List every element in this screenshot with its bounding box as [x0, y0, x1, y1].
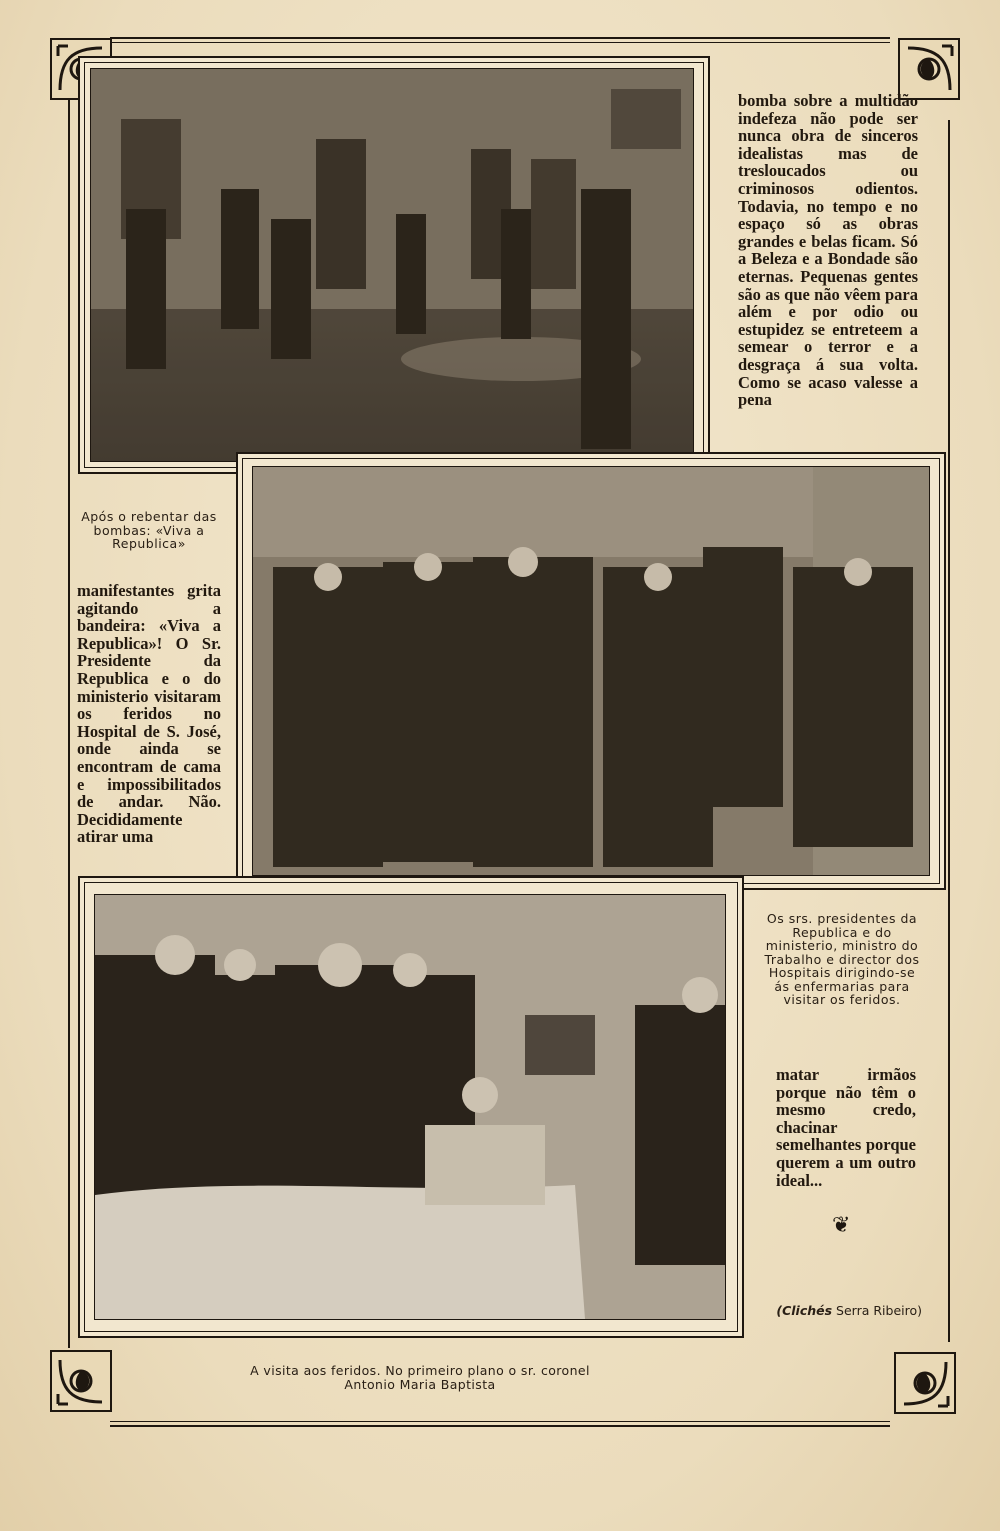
- photo-walking-officials: [252, 466, 930, 876]
- photo-caption-hospital: [180, 1364, 660, 1392]
- top-rule: [110, 37, 890, 39]
- article-text-bottom: matar irmãos porque não têm o mesmo credo, chacinar semelhantes porque querem a um outro ideal...: [776, 1065, 916, 1190]
- bottom-rule-inner: [110, 1421, 890, 1422]
- credit-label: (Clichés: [776, 1303, 833, 1318]
- article-text-top: bomba sobre a multidão indefeza não pode ser nunca obra de sinceros idealistas mas de tresloucados ou criminosos odientos. Todavia, no tempo e no espaço só as obras grandes e belas ficam. Só a Beleza e a Bondade são eternas. Pequenas gentes são as que não vêem para além e por odio ou estupidez se entreteem a semear o terror e a desgraça á sua volta. Como se acaso valesse a pena: [738, 91, 918, 410]
- bottom-rule: [110, 1425, 890, 1427]
- left-rule: [68, 98, 70, 1348]
- caption-hospital-line-2: Antonio Maria Baptista: [344, 1377, 496, 1392]
- photo-hospital-visit: [94, 894, 726, 1320]
- top-rule-inner: [110, 42, 890, 43]
- fleuron-ornament-icon: ❦: [832, 1212, 851, 1237]
- photo-caption-walking: Os srs. presidentes da Republica e do ministerio, ministro do Trabalho e director dos Hospitais dirigindo-se ás enfermarias para visitar os feridos.: [764, 911, 920, 1007]
- photo-caption-street: Após o rebentar das bombas: «Viva a Republica»: [81, 509, 217, 551]
- photo-credit: [764, 1304, 922, 1318]
- photo-street-scene: [90, 68, 694, 462]
- right-rule: [948, 120, 950, 1342]
- caption-hospital-line-1: A visita aos feridos. No primeiro plano o sr. coronel: [250, 1363, 590, 1378]
- credit-name: Serra Ribeiro): [836, 1303, 922, 1318]
- corner-ornament-bottom-right-icon: [894, 1352, 956, 1414]
- corner-ornament-bottom-left-icon: [50, 1350, 112, 1412]
- article-text-middle: manifestantes grita agitando a bandeira: «Viva a Republica»! O Sr. Presidente da Republica e o do ministerio visitaram os feridos no Hospital de S. José, onde ainda se encontram de cama e impossibilitados de andar. Não. Decididamente atirar uma: [77, 581, 221, 847]
